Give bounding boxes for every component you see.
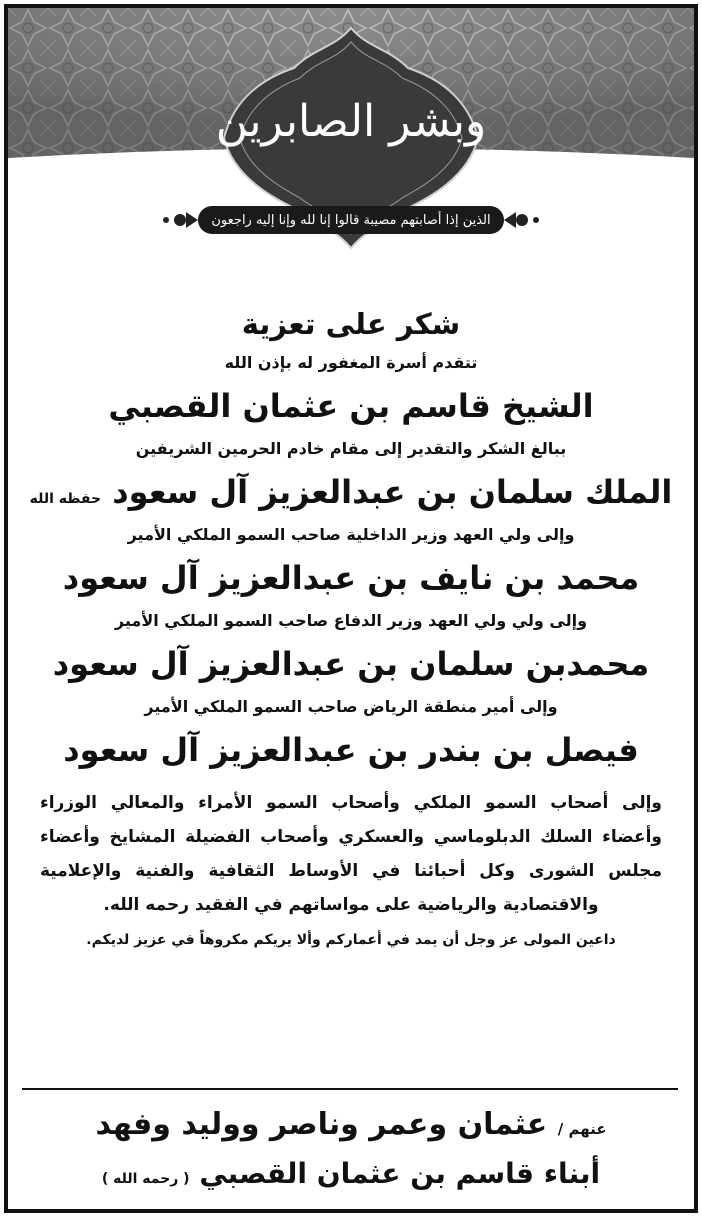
king-suffix: حفظه الله [29, 491, 102, 507]
king-name: الملك سلمان بن عبدالعزيز آل سعود [112, 473, 673, 511]
thanks-line: ببالغ الشكر والتقدير إلى مقام خادم الحرمين الشريفين [135, 439, 567, 458]
king-line [20, 464, 682, 520]
mercy-suffix: ( رحمه الله ) [101, 1171, 190, 1187]
header-banner [8, 8, 694, 270]
from-label: عنهم / [557, 1120, 607, 1138]
deceased-name: الشيخ قاسم بن عثمان القصبي [108, 387, 594, 425]
signature-block [20, 1100, 682, 1198]
crown-prince-title: وإلى ولي العهد وزير الداخلية صاحب السمو الملكي الأمير [127, 525, 575, 544]
from-row [20, 1100, 682, 1150]
thanks-paragraph: وإلى أصحاب السمو الملكي وأصحاب السمو الأمراء والمعالي الوزراء وأعضاء السلك الدبلوماسي والعسكري وأصحاب الفضيلة المشايخ وأعضاء مجلس الشورى وكل أحبائنا في الأوساط الثقافية والفنية والإعلامية والاقتصادية والرياضية على مواساتهم في الفقيد رحمه الله. [40, 793, 662, 915]
intro-line: تتقدم أسرة المغفور له بإذن الله [224, 353, 478, 372]
governor-name: فيصل بن بندر بن عبدالعزيز آل سعود [63, 731, 639, 769]
governor-title: وإلى أمير منطقة الرياض صاحب السمو الملكي الأمير [144, 697, 558, 716]
sons-row [20, 1150, 682, 1198]
sons-of-line: أبناء قاسم بن عثمان القصبي [199, 1157, 601, 1190]
calligraphy-text: وبشر الصابرين [215, 96, 487, 147]
main-content [20, 300, 682, 958]
divider [22, 1088, 678, 1090]
crown-prince-name: محمد بن نايف بن عبدالعزيز آل سعود [62, 559, 640, 597]
deputy-title: وإلى ولي ولي العهد وزير الدفاع صاحب السمو الملكي الأمير [114, 611, 588, 630]
verse-text: الذين إذا أصابتهم مصيبة قالوا إنا لله وإنا إليه راجعون [211, 213, 491, 228]
sons-names: عثمان وعمر وناصر ووليد وفهد [95, 1107, 548, 1142]
prayer-line: داعين المولى عز وجل أن يمد في أعماركم وألا يريكم مكروهاً في عزيز لديكم. [86, 932, 616, 948]
deputy-name: محمدبن سلمان بن عبدالعزيز آل سعود [52, 645, 650, 683]
page-title: شكر على تعزية [241, 307, 461, 341]
